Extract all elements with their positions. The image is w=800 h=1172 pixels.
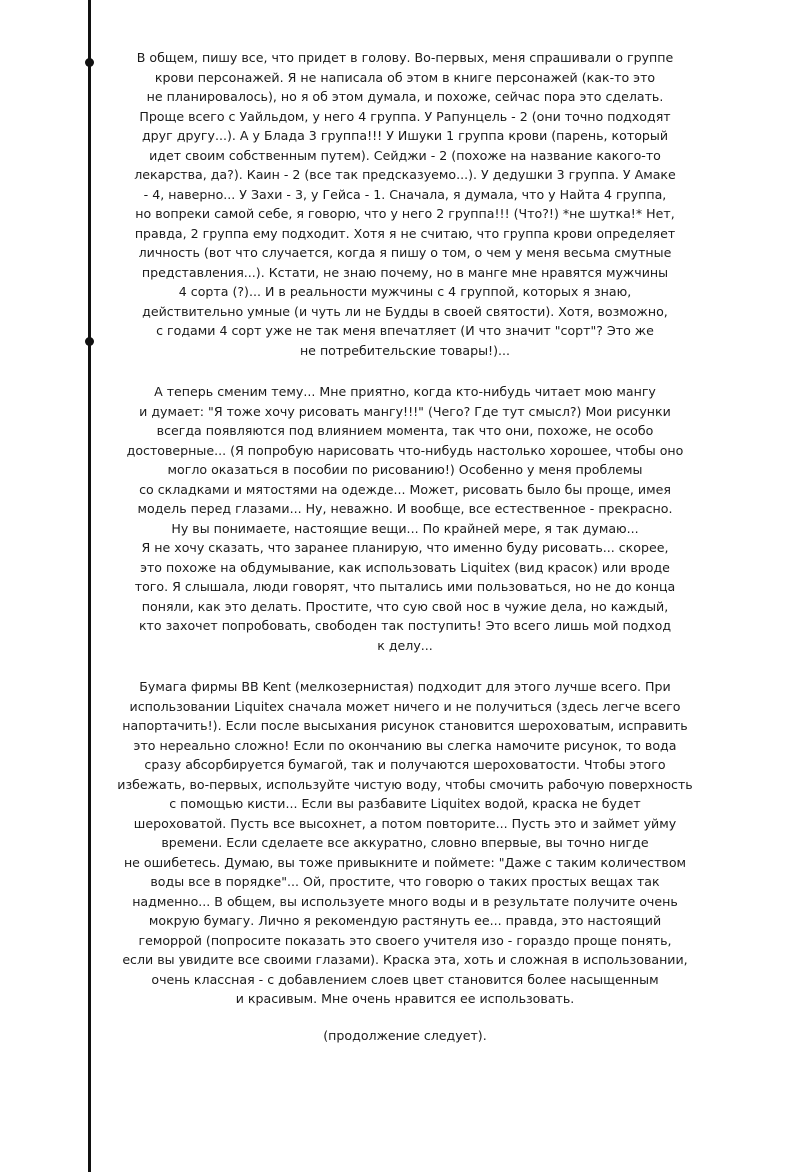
text-line: не потребительские товары!)... (299, 342, 511, 358)
text-line: А теперь сменим тему... Мне приятно, когда кто-нибудь читает мою мангу (154, 384, 656, 399)
text-line: с помощью кисти... Если вы разбавите Liquitex водой, краска не будет (169, 796, 641, 811)
paragraph-blood-types (100, 48, 710, 360)
text-line: действительно умные (и чуть ли не Будды в своей святости). Хотя, возможно, (142, 303, 668, 319)
text-line: представления...). Кстати, не знаю почему, но в манге мне нравятся мужчины (141, 264, 669, 280)
text-line: напортачить!). Если после высыхания рисунок становится шероховатым, исправить (122, 718, 688, 733)
text-line: не ошибетесь. Думаю, вы тоже привыкните и поймете: "Даже с таким количеством (123, 854, 687, 870)
paragraph-to-be-continued (100, 1026, 710, 1046)
text-line: сразу абсорбируется бумагой, так и получаются шероховатости. Чтобы этого (144, 757, 666, 772)
paragraph-bullet (85, 58, 94, 67)
text-line: очень классная - с добавлением слоев цвет становится более насыщенным (151, 971, 659, 987)
text-line: лекарства, да?). Каин - 2 (все так предсказуемо...). У дедушки 3 группа. У Амаке (134, 167, 676, 182)
text-line: времени. Если сделаете все аккуратно, словно впервые, вы точно нигде (161, 835, 649, 850)
text-line: это нереально сложно! Если по окончанию вы слегка намочите рисунок, то вода (133, 737, 677, 753)
text-line: и думает: "Я тоже хочу рисовать мангу!!!" (Чего? Где тут смысл?) Мои рисунки (139, 403, 671, 419)
text-line: это похоже на обдумывание, как использовать Liquitex (вид красок) или вроде (140, 559, 670, 575)
text-line: 4 сорта (?)... И в реальности мужчины с 4 группой, которых я знаю, (178, 284, 632, 299)
text-line: со складками и мятостями на одежде... Может, рисовать было бы проще, имея (139, 481, 671, 497)
text-line: с годами 4 сорт уже не так меня впечатляет (И что значит "сорт"? Это же (156, 323, 654, 338)
text-line: если вы увидите все своими глазами). Краска эта, хоть и сложная в использовании, (122, 952, 688, 967)
text-line: и красивым. Мне очень нравится ее использовать. (235, 991, 575, 1006)
text-line: модель перед глазами... Ну, неважно. И вообще, все естественное - прекрасно. (137, 501, 673, 516)
text-line: В общем, пишу все, что придет в голову. Во-первых, меня спрашивали о группе (136, 50, 674, 65)
text-line: шероховатой. Пусть все высохнет, а потом повторите... Пусть это и займет уйму (133, 815, 677, 831)
text-line: Я не хочу сказать, что заранее планирую, что именно буду рисовать... скорее, (141, 540, 669, 555)
paragraph-drawing (100, 382, 710, 655)
paragraph-bullet (85, 337, 94, 346)
text-line: личность (вот что случается, когда я пишу о том, о чем у меня весьма смутные (138, 245, 672, 260)
text-line: Ну вы понимаете, настоящие вещи... По крайней мере, я так думаю... (171, 520, 639, 536)
text-line: не планировалось), но я об этом думала, и похоже, сейчас пора это сделать. (146, 89, 664, 104)
left-margin-line (88, 0, 91, 1172)
page-text (100, 48, 710, 1045)
text-line: друг другу...). А у Блада 3 группа!!! У Ишуки 1 группа крови (парень, который (141, 128, 669, 143)
text-line: всегда появляются под влиянием момента, так что они, похоже, не особо (156, 423, 654, 438)
text-line: Бумага фирмы BB Kent (мелкозернистая) подходит для этого лучше всего. При (139, 679, 671, 694)
text-line: - 4, наверно... У Захи - 3, у Гейса - 1. Сначала, я думала, что у Найта 4 группа, (143, 186, 667, 202)
text-line: использовании Liquitex сначала может ничего и не получиться (здесь легче всего (129, 698, 681, 714)
text-line: правда, 2 группа ему подходит. Хотя я не считаю, что группа крови определяет (134, 225, 676, 241)
text-line: того. Я слышала, люди говорят, что пытались ими пользоваться, но не до конца (134, 579, 676, 594)
paragraph-liquitex (100, 677, 710, 1009)
text-line: к делу... (377, 637, 433, 653)
text-line: Проще всего с Уайльдом, у него 4 группа. У Рапунцель - 2 (они точно подходят (139, 108, 671, 124)
text-line: (продолжение следует). (323, 1027, 487, 1043)
text-line: избежать, во-первых, используйте чистую воду, чтобы смочить рабочую поверхность (117, 776, 693, 792)
text-line: идет своим собственным путем). Сейджи - 2 (похоже на название какого-то (149, 147, 661, 163)
text-line: воды все в порядке"... Ой, простите, что говорю о таких простых вещах так (150, 874, 660, 889)
text-line: поняли, как это делать. Простите, что сую свой нос в чужие дела, но каждый, (141, 598, 669, 614)
text-line: мокрую бумагу. Лично я рекомендую растянуть ее... правда, это настоящий (148, 913, 662, 928)
text-line: могло оказаться в пособии по рисованию!) Особенно у меня проблемы (167, 462, 643, 477)
text-line: геморрой (попросите показать это своего учителя изо - гораздо проще понять, (138, 932, 672, 948)
text-line: достоверные... (Я попробую нарисовать что-нибудь настолько хорошее, чтобы оно (126, 442, 684, 458)
text-line: крови персонажей. Я не написала об этом в книге персонажей (как-то это (154, 69, 656, 85)
text-line: кто захочет попробовать, свободен так поступить! Это всего лишь мой подход (138, 618, 672, 633)
text-line: но вопреки самой себе, я говорю, что у него 2 группа!!! (Что?!) *не шутка!* Нет, (135, 206, 675, 221)
text-line: надменно... В общем, вы используете много воды и в результате получите очень (132, 893, 678, 909)
